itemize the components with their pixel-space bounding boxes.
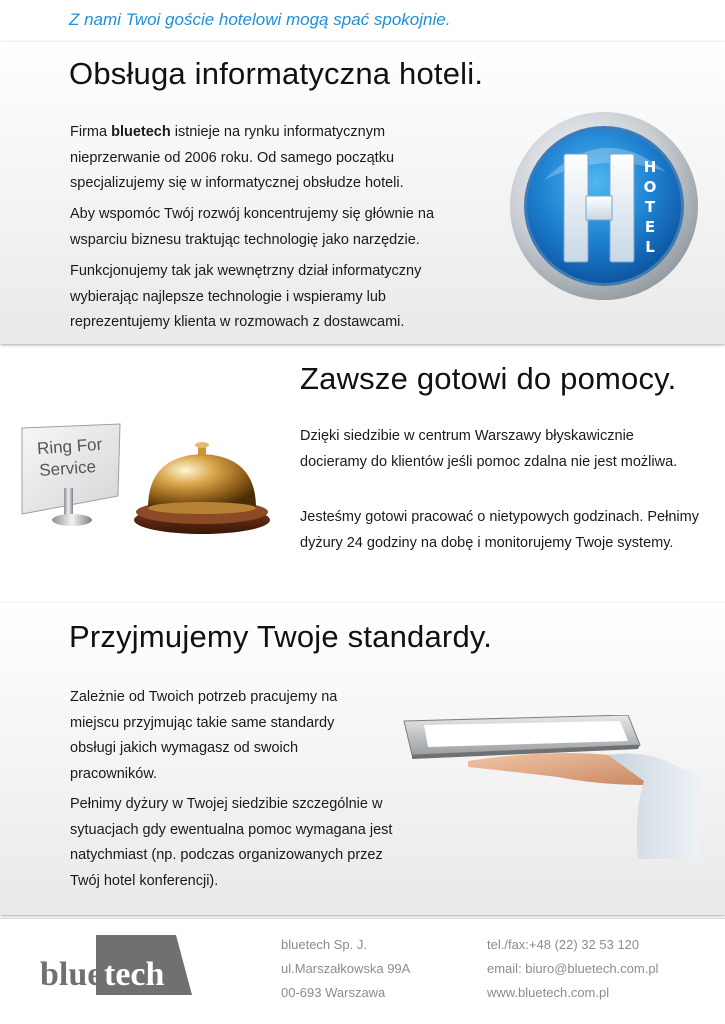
website-link[interactable]: www.bluetech.com.pl bbox=[487, 985, 610, 1000]
footer-address bbox=[281, 933, 410, 1005]
badge-letter-t: T bbox=[644, 198, 656, 216]
hotel-badge-icon bbox=[508, 110, 700, 302]
street-address: ul.Marszałkowska 99A bbox=[281, 961, 411, 976]
badge-letter-o: O bbox=[643, 178, 657, 196]
footer-divider bbox=[0, 918, 725, 919]
footer-contact bbox=[487, 933, 658, 1005]
ring-for-service-sign-icon bbox=[18, 422, 130, 530]
section-2-paragraph-1: Dzięki siedzibie w centrum Warszawy błyskawicznie docieramy do klientów jeśli pomoc zdalna nie jest możliwa. bbox=[300, 428, 678, 470]
logo-text-blue: blue bbox=[40, 956, 103, 993]
section-it-services bbox=[0, 42, 725, 344]
hand-holding-tablet-icon bbox=[398, 715, 700, 859]
email-link[interactable]: email: biuro@bluetech.com.pl bbox=[487, 961, 659, 976]
section-3-title: Przyjmujemy Twoje standardy. bbox=[69, 619, 493, 654]
badge-letter-e: E bbox=[644, 218, 656, 236]
section-3-paragraph-2: Pełnimy dyżury w Twojej siedzibie szczególnie w sytuacjach gdy ewentualna pomoc wymagana jest natychmiast (np. podczas organizowanych przez Twój hotel konferencji). bbox=[70, 796, 393, 889]
section-1-paragraph-3: Funkcjonujemy tak jak wewnętrzny dział informatyczny wybierając najlepsze technologie i wspieramy lub reprezentujemy klienta w rozmowach z dostawcami. bbox=[70, 263, 422, 330]
svg-text:Ring For: Ring For bbox=[36, 434, 103, 459]
city-address: 00-693 Warszawa bbox=[281, 985, 386, 1000]
section-2-paragraph-2: Jesteśmy gotowi pracować o nietypowych godzinach. Pełnimy dyżury 24 godziny na dobę i monitorujemy Twoje systemy. bbox=[300, 509, 699, 551]
section-1-paragraph-1 bbox=[70, 120, 470, 197]
section-your-standards bbox=[0, 603, 725, 915]
badge-letter-h: H bbox=[643, 158, 657, 176]
logo-text-tech: tech bbox=[104, 956, 165, 993]
section-3-paragraph-1: Zależnie od Twoich potrzeb pracujemy na miejscu przyjmując takie same standardy obsługi jakich wymagasz od swoich pracowników. bbox=[70, 689, 338, 782]
company-name: bluetech Sp. J. bbox=[281, 937, 367, 952]
phone-number: tel./fax:+48 (22) 32 53 120 bbox=[487, 937, 640, 952]
section-1-title: Obsługa informatyczna hoteli. bbox=[69, 56, 484, 91]
tagline: Z nami Twoi goście hotelowi mogą spać spokojnie. bbox=[69, 10, 451, 29]
p1-prefix: Firma bbox=[70, 124, 112, 140]
svg-text:Service: Service bbox=[38, 457, 97, 480]
section-1-paragraph-2: Aby wspomóc Twój rozwój koncentrujemy się głównie na wsparciu biznesu traktując technologię jako narzędzie. bbox=[70, 206, 435, 248]
service-bell-icon bbox=[128, 440, 276, 536]
p1-rest: istnieje na rynku informatycznym nieprzerwanie od 2006 roku. Od samego początku specjalizujemy się w informatycznej obsłudze hoteli. bbox=[70, 124, 404, 191]
badge-letter-l: L bbox=[645, 238, 655, 256]
section-2-title: Zawsze gotowi do pomocy. bbox=[300, 361, 677, 396]
brand-name: bluetech bbox=[111, 124, 171, 140]
